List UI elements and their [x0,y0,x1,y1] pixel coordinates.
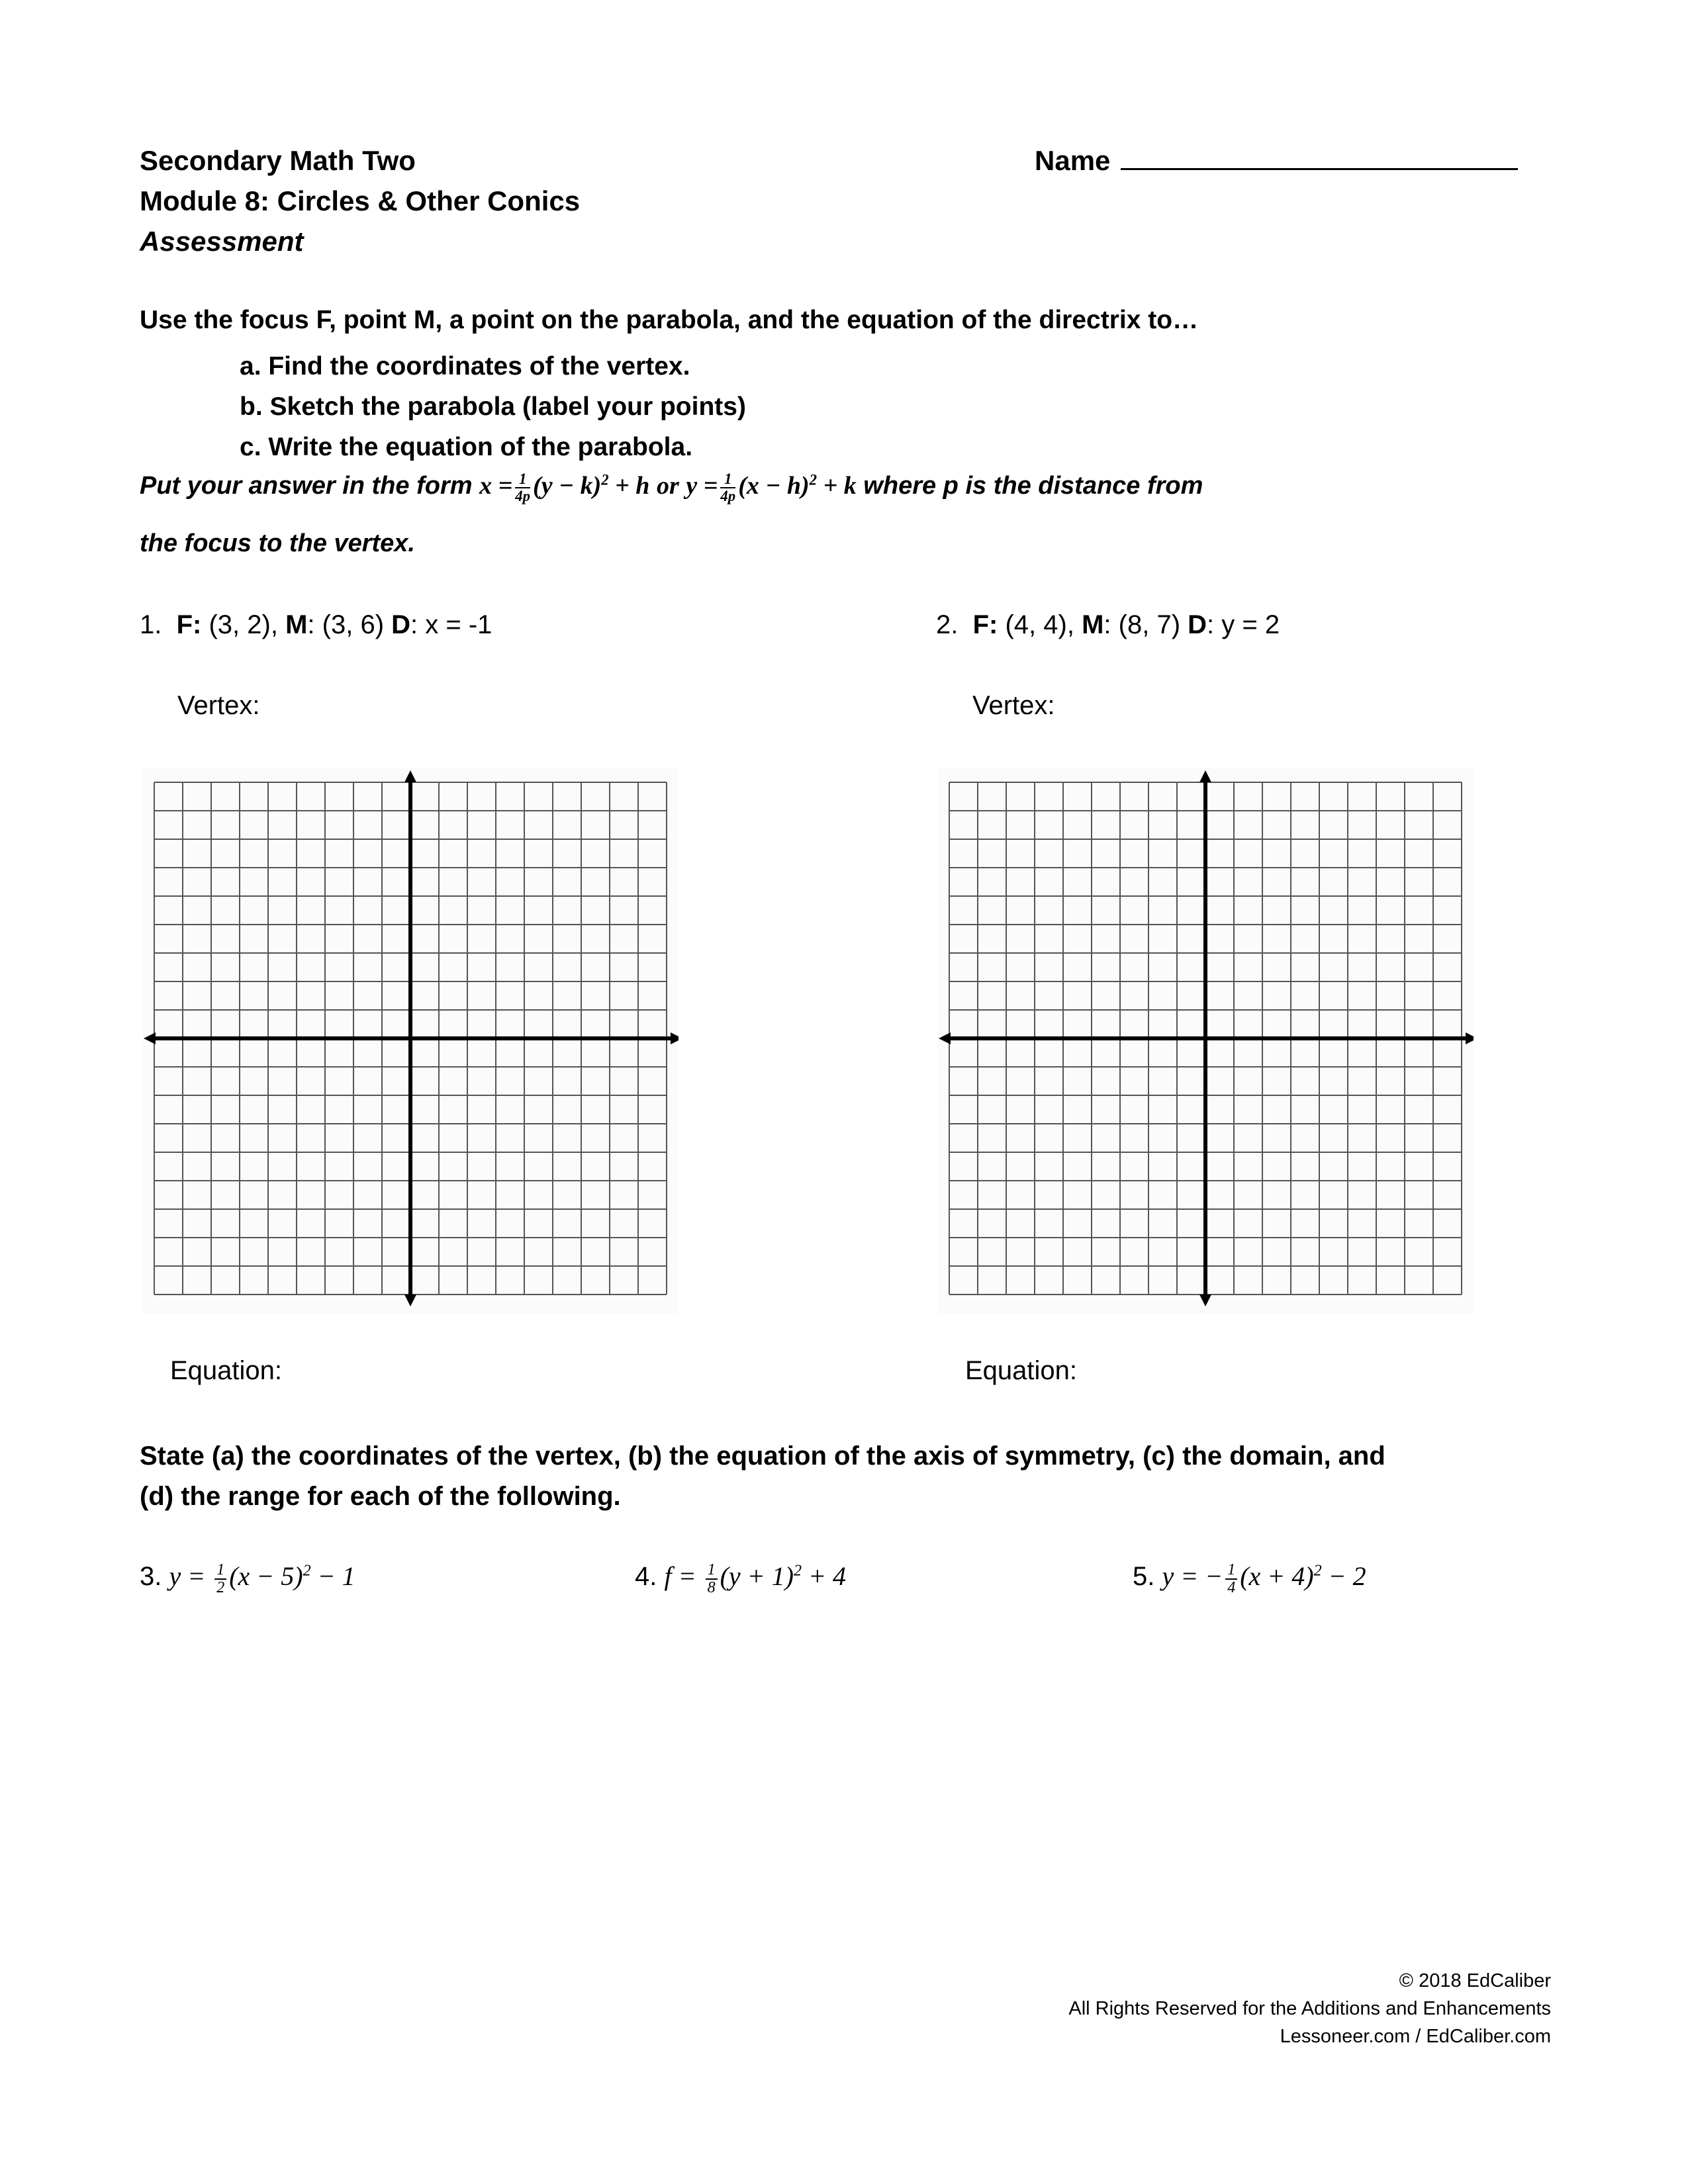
focus-value: (4, 4), [1005,610,1074,639]
step-c: c. Write the equation of the parabola. [240,433,693,461]
equation-math [169,1561,355,1596]
equation-body: (y + 1) [720,1561,794,1591]
form2-fraction [720,471,735,504]
equation-label-2: Equation: [965,1356,1078,1385]
vertex-label-1: Vertex: [177,691,260,720]
equation-sign: − [1205,1561,1223,1591]
equation-fraction [214,1562,226,1596]
fraction-numerator: 1 [214,1562,226,1580]
vertex-form-x [479,471,650,505]
directrix-value: : x = -1 [410,610,492,639]
form2-den: 4p [720,488,736,505]
form1-tail: + h [615,472,650,500]
equation-exponent: 2 [1313,1562,1322,1580]
problem-2 [936,610,1280,640]
equation-exponent: 2 [303,1562,311,1580]
fraction-denominator: 2 [216,1578,225,1596]
fraction-numerator: 1 [706,1562,718,1580]
equation-label-1: Equation: [170,1356,283,1385]
equation-lhs: y = [1162,1561,1199,1591]
instructions-intro: Use the focus F, point M, a point on the parabola, and the equation of the directrix to… [140,306,1199,334]
step-a: a. Find the coordinates of the vertex. [240,352,690,381]
step-b: b. Sketch the parabola (label your points) [240,392,746,421]
equation-fraction [706,1562,718,1596]
equation-5 [1133,1561,1366,1596]
form2-num: 1 [720,471,735,488]
form1-fraction [515,471,530,504]
point-m-value: : (3, 6) [307,610,385,639]
form2-body: (x − h) [738,472,810,500]
equation-3 [140,1561,355,1596]
coordinate-grid-2[interactable] [937,768,1474,1314]
focus-value: (3, 2), [209,610,278,639]
directrix-value: : y = 2 [1207,610,1280,639]
directrix-label: D [1188,610,1207,639]
point-m-label: M [285,610,308,639]
equation-number: 4. [635,1562,657,1591]
directrix-label: D [391,610,411,639]
problem-1 [140,610,492,640]
form-suffix-line2: the focus to the vertex. [140,529,415,557]
course-title: Secondary Math Two [140,145,416,176]
coordinate-grid-1[interactable] [142,768,679,1314]
equation-tail: − 1 [317,1561,355,1591]
form1-num: 1 [515,471,530,488]
name-blank-line[interactable] [1121,143,1518,170]
form2-lhs: y = [686,472,718,500]
equation-tail: + 4 [808,1561,846,1591]
form-or: or [657,472,679,500]
focus-label: F: [176,610,202,639]
footer-rights: All Rights Reserved for the Additions and Enhancements [1068,1998,1551,2019]
focus-label: F: [972,610,998,639]
module-title: Module 8: Circles & Other Conics [140,185,581,216]
footer-copyright: © 2018 EdCaliber [1399,1970,1551,1991]
equation-4 [635,1561,846,1596]
equation-body: (x − 5) [229,1561,303,1591]
problem-number: 2. [936,610,959,639]
vertex-form-y [686,471,857,505]
equation-math [664,1561,846,1596]
fraction-denominator: 8 [707,1578,716,1596]
fraction-denominator: 4 [1227,1578,1236,1596]
footer-sites: Lessoneer.com / EdCaliber.com [1280,2026,1551,2047]
vertex-label-2: Vertex: [972,691,1055,720]
footer [1068,1967,1551,2050]
point-m-label: M [1082,610,1104,639]
equation-lhs: f = [664,1561,696,1591]
form-prefix: Put your answer in the form [140,472,473,500]
point-m-value: : (8, 7) [1103,610,1181,639]
state-instructions [140,1436,1385,1517]
form-suffix: where p is the distance from [863,472,1203,500]
header-block [140,140,580,261]
equation-body: (x + 4) [1240,1561,1314,1591]
equation-fraction [1225,1562,1237,1596]
equation-exponent: 2 [793,1562,802,1580]
document-type: Assessment [140,226,304,257]
form-instruction [140,471,1203,504]
fraction-numerator: 1 [1225,1562,1237,1580]
equation-number: 5. [1133,1562,1155,1591]
equation-number: 3. [140,1562,162,1591]
equation-math [1162,1561,1366,1596]
equation-tail: − 2 [1328,1561,1366,1591]
form1-lhs: x = [479,472,513,500]
form1-den: 4p [515,488,531,505]
form1-exp: 2 [601,471,609,488]
problem-number: 1. [140,610,162,639]
form2-exp: 2 [809,471,818,488]
instructions-steps [240,346,746,467]
form1-body: (y − k) [533,472,602,500]
state-line-2: (d) the range for each of the following. [140,1482,621,1511]
name-label: Name [1035,145,1111,176]
form2-tail: + k [823,472,857,500]
name-field[interactable] [1035,140,1518,181]
state-line-1: State (a) the coordinates of the vertex, (b) the equation of the axis of symmetry, (c) the domain, and [140,1441,1385,1471]
equation-lhs: y = [169,1561,206,1591]
